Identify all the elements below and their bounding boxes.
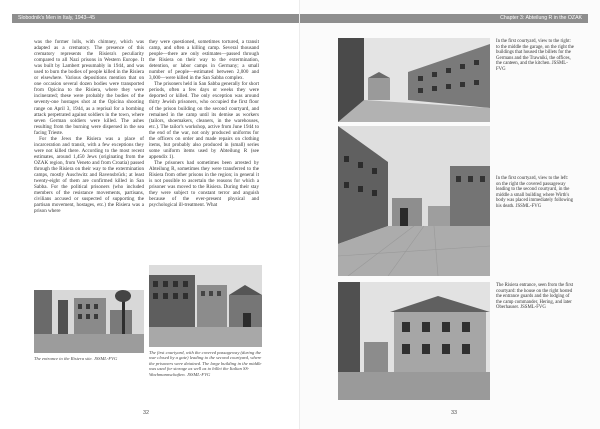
body-text-column-2: they were questioned, sometimes tortured, a transit camp, and often a killing camp. Several thousand people—there are only estimates—passed through the Risiera on their way to the extermination, detention, or labor camps in Germany; a small number of people—estimated between 2,000 and 3,000—were killed in the San Sabba complex. The prisoners held in San Sabba generally for short periods, often a few days or weeks they were deported or killed. The only exception was around thirty Jewish prisoners, who occupied the first floor of the prison building on the second courtyard, and remained in the camp until its demise as workers (tailors, shoemakers, cleaners, in the warehouses, etc.). The tailor's workshop, active from June 1944 to the end of the war, not only produced uniforms for the officers on order and made repairs on clothing items, but probably also produced in (small) series some uniform items used by Abteilung R (see appendix 1). The prisoners had sometimes been arrested by Abteilung R, sometimes they were transferred to the Risiera from other prisons in the region; in general it is not possible to ascertain the reasons for which a prisoner was moved to the Risiera. During their stay they were subject to constant terror and anguish because of the ever-present physical and psychological ill-treatment. What — [149, 39, 259, 209]
photo-courtyard-view-left — [338, 126, 490, 276]
photo-courtyard-view-right — [338, 38, 490, 122]
photo-caption: The Risiera entrance, seen from the first courtyard: the house on the right hosted the entrance guards and the lodging of the camp commander, Hering, and later Oberhauser. JSSML-FVG — [496, 283, 574, 311]
page-number: 32 — [143, 410, 150, 416]
running-header-left — [12, 14, 300, 23]
photo-caption: The entrance to the Risiera site. JSSML-FVG — [34, 356, 118, 361]
book-title: Slobodnik's Men in Italy, 1943–45 — [18, 15, 96, 21]
photo-risiera-entrance — [34, 290, 144, 353]
photo-caption: In the first courtyard, view to the right: to the middle the garage, on the right the buildings that housed the billets for the Germans and the Trawniki, the offices, the canteen, and the kitchen. JSSML-FVG — [496, 39, 574, 72]
photo-risiera-entrance-from-courtyard — [338, 282, 490, 400]
photo-caption: The first courtyard, with the covered passageway (during the war closed by a gate) leading to the second courtyard, where the prisoners were detained. The large building in the middle was used for storage as well as to billet the Italian SS-Wachmannschaften. JSSML-FVG — [149, 350, 262, 377]
page-number: 33 — [451, 410, 458, 416]
body-text-column-1: was the former lolls, with chimney, which was adapted as a crematory. The presence of this crematory represents the Risiera's peculiarity compared to all Nazi prisons in Western Europe. It was built by Lambert presumably in 1944, and was used to burn the bodies of people killed in the Risiera or elsewhere. Various depositions mention that on one occasion several dozen bodies were transported from Opicina to the Risiera, where they were incinerated; these were probably the bodies of the seventy-one hostages shot at the Opicina shooting range on April 3, 1944, as a reprisal for a bombing attack perpetrated against soldiers in the town, where seven German soldiers were killed. The ashes resulting from the burning were dispersed in the sea facing Trieste. For the Jews the Risiera was a place of incarceration and transit, with a few exceptions they were not killed there. According to the most recent estimates, around 1,450 Jews (originating from the OZAK region, from Veneto and from Croatia) passed through the Risiera on their way to the extermination camps, mostly Auschwitz and Ravensbrück; at least twenty-eight of them are confirmed killed in San Sabba. For the political prisoners (who included members of the resistance movements, partisans, civilians accused or suspected of supporting the partisan movement, hostages, etc.) the Risiera was a prison where — [34, 39, 144, 215]
running-header-right — [300, 14, 588, 23]
photo-caption: In the first courtyard, view to the left: on the right the covered passageway leading to the second courtyard, in the middle a small building where Wirth's body was placed immediately following his death. JSSML-FVG — [496, 176, 573, 209]
chapter-title: Chapter 3: Abteilung R in the OZAK — [500, 15, 582, 21]
right-page — [300, 0, 600, 429]
photo-first-courtyard — [149, 265, 262, 347]
